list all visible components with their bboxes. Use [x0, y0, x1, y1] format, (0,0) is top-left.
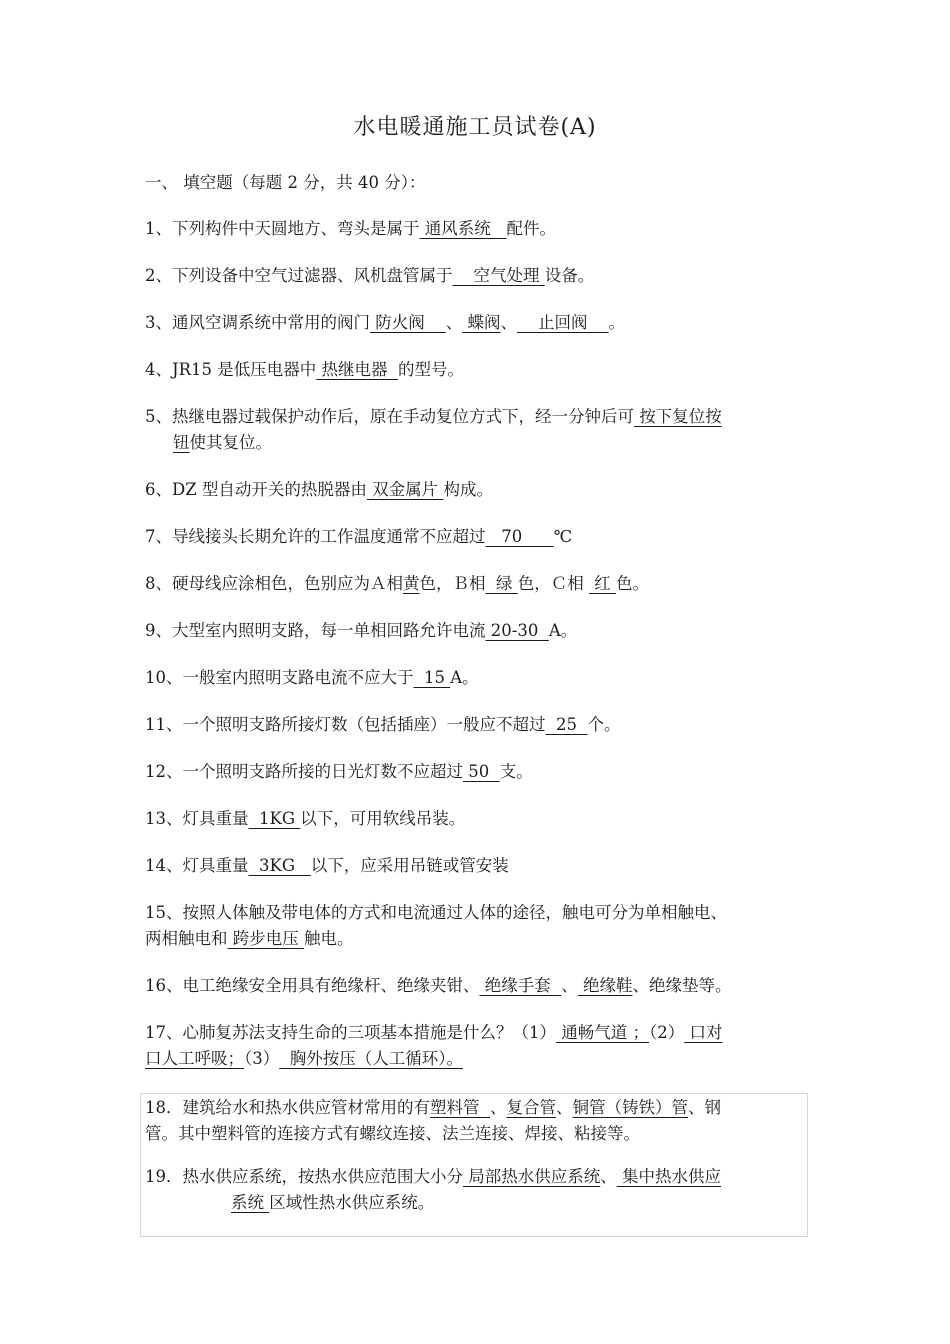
question-17: 17、心肺复苏法支持生命的三项基本措施是什么？（1） 通畅气道 ；（2） 口对 口人工呼吸；（3） 胸外按压（人工循环）。	[145, 1023, 723, 1068]
answer-blank: 按下复位按	[634, 407, 722, 426]
question-16: 16、电工绝缘安全用具有绝缘杆、绝缘夹钳、 绝缘手套 、 绝缘鞋、绝缘垫等。	[145, 976, 732, 995]
question-5: 5、热继电器过载保护动作后，原在手动复位方式下，经一分钟后可 按下复位按 钮使其复位。	[145, 407, 722, 452]
answer-blank: 通风系统	[419, 219, 507, 238]
answer-blank: 黄	[403, 574, 420, 593]
question-8: 8、硬母线应涂相色，色别应为Ａ相黄色，Ｂ相 绿 色，Ｃ相 红 色。	[145, 574, 649, 593]
answer-blank: 红	[589, 574, 616, 593]
answer-blank: 3KG	[248, 856, 311, 875]
answer-blank: 系统	[231, 1193, 270, 1212]
answer-blank: 复合管	[506, 1098, 556, 1117]
section-heading: 一、 填空题（每题 2 分，共 40 分）：	[145, 173, 426, 192]
answer-blank: 蝶阀	[462, 313, 501, 332]
answer-blank: 空气处理	[452, 266, 545, 285]
answer-blank: 铜管（铸铁）管	[572, 1098, 688, 1117]
question-12: 12、一个照明支路所接的日光灯数不应超过 50 支。	[145, 762, 533, 781]
question-10: 10、一般室内照明支路电流不应大于 15 A。	[145, 668, 479, 687]
answer-blank: 70	[485, 527, 554, 546]
question-18: 18．建筑给水和热水供应管材常用的有塑料管 、复合管、铜管（铸铁）管、钢 管。其中塑料管的连接方式有螺纹连接、法兰连接、焊接、粘接等。	[145, 1098, 721, 1143]
answer-blank: 钮	[173, 433, 190, 452]
page-title: 水电暖通施工员试卷(A)	[353, 115, 597, 140]
question-9: 9、大型室内照明支路，每一单相回路允许电流 20-30 A。	[145, 621, 578, 640]
answer-blank: 15	[413, 668, 451, 687]
question-2: 2、下列设备中空气过滤器、风机盘管属于 空气处理 设备。	[145, 266, 595, 285]
answer-blank: 口对	[684, 1023, 723, 1042]
answer-blank: 1KG	[248, 809, 301, 828]
answer-blank: 20-30	[485, 621, 549, 640]
question-15: 15、按照人体触及带电体的方式和电流通过人体的途径，触电可分为单相触电、 两相触电和 跨步电压 触电。	[145, 903, 727, 948]
question-19: 19．热水供应系统，按热水供应范围大小分 局部热水供应系统、 集中热水供应 系统 区域性热水供应系统。	[145, 1167, 721, 1212]
question-14: 14、灯具重量 3KG 以下，应采用吊链或管安装	[145, 856, 509, 875]
answer-blank: 绝缘手套	[479, 976, 562, 995]
answer-blank: 绿	[485, 574, 518, 593]
answer-blank: 双金属片	[366, 480, 444, 499]
question-3: 3、通风空调系统中常用的阀门 防火阀 、 蝶阀、 止回阀 。	[145, 313, 625, 332]
question-11: 11、一个照明支路所接灯数（包括插座）一般应不超过 25 个。	[145, 715, 621, 734]
answer-blank: 止回阀	[516, 313, 609, 332]
answer-blank: 局部热水供应系统	[463, 1167, 601, 1186]
answer-blank: 胸外按压（人工循环）。	[279, 1049, 463, 1068]
answer-blank: 25	[545, 715, 588, 734]
answer-blank: 口人工呼吸；	[145, 1049, 244, 1068]
answer-blank: 绝缘鞋	[577, 976, 633, 995]
answer-blank: 通畅气道 ；	[556, 1023, 649, 1042]
question-1: 1、下列构件中天圆地方、弯头是属于 通风系统 配件。	[145, 219, 556, 238]
question-4: 4、JR15 是低压电器中 热继电器 的型号。	[145, 360, 465, 379]
answer-blank: 热继电器	[316, 360, 399, 379]
question-13: 13、灯具重量 1KG 以下，可用软线吊装。	[145, 809, 466, 828]
answer-blank: 跨步电压	[227, 929, 304, 948]
answer-blank: 塑料管	[430, 1098, 490, 1117]
answer-blank: 防火阀	[370, 313, 446, 332]
question-6: 6、DZ 型自动开关的热脱器由 双金属片 构成。	[145, 480, 493, 499]
answer-blank: 集中热水供应	[616, 1167, 721, 1186]
question-7: 7、导线接头长期允许的工作温度通常不应超过 70 ℃	[145, 527, 573, 546]
answer-blank: 50	[463, 762, 500, 781]
